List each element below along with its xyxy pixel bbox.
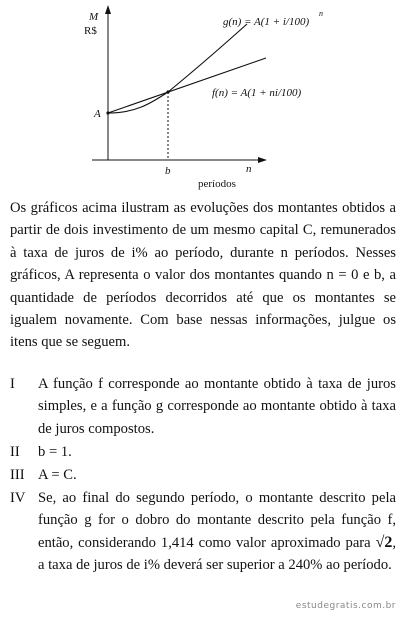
item-text <box>38 487 396 577</box>
investment-graph <box>0 0 406 192</box>
item-number: IV <box>10 490 26 506</box>
g-function-label: g(n) = A(1 + i/100) <box>223 16 310 28</box>
y-label-m: M <box>89 11 99 23</box>
intersection-point <box>166 90 169 93</box>
g-curve <box>108 24 247 113</box>
point-b-label: b <box>165 165 171 177</box>
item-text: A = C. <box>38 467 77 483</box>
item-number: III <box>10 467 25 483</box>
f-line <box>108 58 266 113</box>
x-axis-title: períodos <box>198 178 236 190</box>
item-text-after: , a taxa de juros de i% deverá ser superior a 240% ao período. <box>38 534 396 574</box>
g-function-exponent: n <box>319 9 323 18</box>
point-a-dot <box>106 111 109 114</box>
sqrt-two-symbol: √2 <box>375 533 393 551</box>
item-text: b = 1. <box>38 444 72 460</box>
item-text-before: Se, ao final do segundo período, o montante descrito pela função g for o dobro do montante descrito pela função f, então, considerando 1,414 como valor aproximado para <box>38 490 396 551</box>
f-function-label: f(n) = A(1 + ni/100) <box>212 87 302 99</box>
site-watermark: estudegratis.com.br <box>295 601 396 611</box>
item-number: I <box>10 376 15 392</box>
x-label-n: n <box>246 163 252 175</box>
item-text: A função f corresponde ao montante obtido à taxa de juros simples, e a função g corresponde ao montante obtido à taxa de juros compostos. <box>38 376 396 437</box>
point-a-label: A <box>94 108 101 120</box>
item-number: II <box>10 444 20 460</box>
question-statement: Os gráficos acima ilustram as evoluções dos montantes obtidos a partir de dois investimento de um mesmo capital C, remunerados à taxa de juros de i% ao período, durante n períodos. Nesses gráficos, A representa o valor dos montantes quando n = 0 e b, a quantidade de períodos decorridos até que os montantes se igualem novamente. Com base nessas informações, julgue os itens que se seguem. <box>10 200 396 351</box>
y-axis-arrow <box>105 5 111 14</box>
x-axis-arrow <box>258 157 267 163</box>
y-label-currency: R$ <box>84 25 97 37</box>
